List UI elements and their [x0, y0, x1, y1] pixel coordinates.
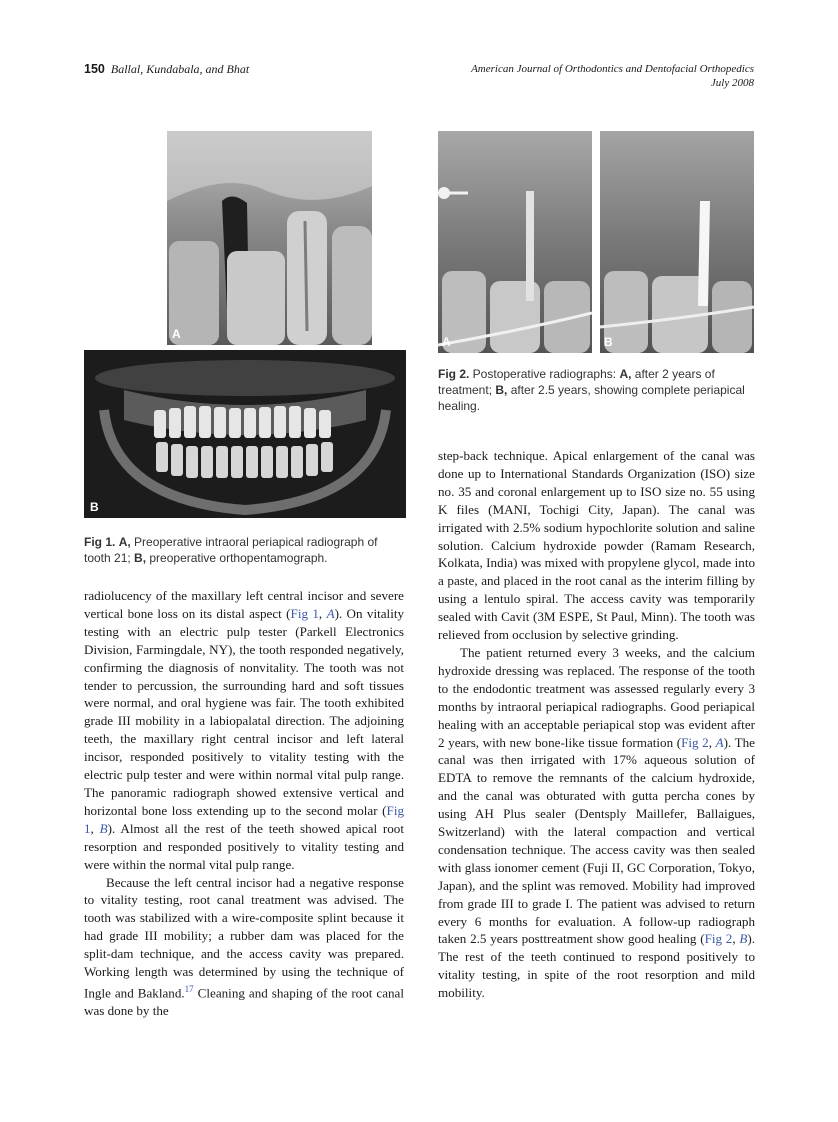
page-number: 150 — [84, 62, 105, 76]
postop-radiograph-2yr-image — [438, 131, 592, 353]
fig2-panel-b-label: B — [604, 335, 613, 349]
left-paragraph-2: Because the left central incisor had a negative response to vitality testing, root canal treatment was advised. The tooth was stabilized with a wire-composite splint because it had grade III mobility; a rubber dam was placed for the split-dam technique, and the access cavity was prepared. Working length was determined by using the technique of Ingle and Bakland.$^{17}$ Cleaning and shaping of the root canal was done by the — [84, 874, 404, 1019]
left-paragraph-1: radiolucency of the maxillary left central incisor and severe vertical bone loss on its distal aspect (Fig 1, A). On vitality testing with an electric pulp tester (Parkell Electronics Division, Farmingdale, NY), the tooth responded negatively, confirming the diagnosis of nonvitality. The tooth was not tender to percussion, the surrounding hard and soft tissues were normal, and oral hygiene was fair. The tooth exhibited grade III mobility in a labiopalatal direction. The adjoining teeth, the maxillary right central incisor and left lateral incisor, responded positively to vitality testing with the electric pulp tester and were within normal vital pulp range. The panoramic radiograph showed extensive vertical and horizontal bone loss extending up to the second molar (Fig 1, B). Almost all the rest of the teeth showed apical root resorption and responded positively to vitality testing and were within the normal vital pulp range. — [84, 588, 405, 872]
running-authors: Ballal, Kundabala, and Bhat — [110, 62, 250, 76]
fig1-panel-b-label: B — [90, 500, 99, 514]
fig2-caption-label: Fig 2. — [438, 367, 470, 381]
journal-name: American Journal of Orthodontics and Dentofacial Orthopedics — [471, 63, 754, 75]
fig2-panel-a-radiograph — [438, 131, 592, 353]
right-paragraph-1: step-back technique. Apical enlargement of the canal was done up to International Standards Organization (ISO) size no. 35 and coronal enlargement up to ISO size no. 55 using K files (MANI, Tochigi City, Japan). The canal was irrigated with 2.5% sodium hypochlorite solution and saline solution. Calcium hydroxide powder (Ramam Research, Kolkata, India) was mixed with propylene glycol, made into a paste, and placed in the root canal as the interim filling by using a lentulo spiral. The access cavity was temporarily sealed with Cavit (3M ESPE, St Paul, Minn). The tooth was relieved from occlusion by selective grinding. — [438, 448, 755, 643]
fig-reference-link[interactable]: Fig 2 — [681, 734, 709, 750]
panoramic-radiograph-image — [84, 350, 406, 518]
fig-reference-link[interactable]: Fig 1 — [84, 802, 404, 836]
fig2-panel-a-label: A — [442, 335, 451, 349]
fig2-caption-a: A, — [619, 367, 632, 381]
fig2-caption-b: B, — [495, 383, 508, 397]
left-column-text — [84, 587, 404, 1020]
fig2-caption: Fig 2. Postoperative radiographs: A, after 2 years of treatment; B, after 2.5 years, showing complete periapical healing. — [438, 367, 745, 413]
fig1-caption-b: B, — [134, 551, 147, 565]
running-header-left — [84, 62, 249, 77]
fig1-panel-a-label: A — [172, 327, 181, 341]
fig1-caption-a: A, — [118, 535, 131, 549]
issue-date: July 2008 — [710, 77, 754, 89]
right-paragraph-2: The patient returned every 3 weeks, and the calcium hydroxide dressing was replaced. The response of the tooth to the endodontic treatment was assessed regularly every 3 months by intraoral periapical radiographs. Good periapical healing with an acceptable periapical stop was evident after 2 years, with new bone-like tissue formation (Fig 2, A). The canal was then irrigated with 17% aqueous solution of EDTA to remove the remnants of the calcium hydroxide, and the canal was obturated with gutta percha cones by using AH Plus sealer (Dentsply Maillefer, Ballaigues, Switzerland) with the lateral compaction and vertical condensation technique. The access cavity was then sealed with glass ionomer cement (Fuji II, GC Corporation, Tokyo, Japan), and the splint was removed. Mobility had improved from grade III to grade I. The patient was advised to return every 6 months for evaluation. A follow-up radiograph taken 2.5 years posttreatment show good healing (Fig 2, B). The rest of the teeth continued to respond positively to vitality testing, in spite of the root resorption and mild mobility. — [438, 644, 756, 1001]
running-header-right — [471, 62, 754, 90]
fig1-caption: Fig 1. A, Preoperative intraoral periapical radiograph of tooth 21; B, preoperative orthopentamograph. — [84, 535, 378, 565]
fig2-panel-b-radiograph — [600, 131, 754, 353]
postop-radiograph-2-5yr-image — [600, 131, 754, 353]
fig-reference-link[interactable]: Fig 2 — [704, 931, 733, 947]
fig1-panel-a-radiograph — [167, 131, 372, 345]
right-column-text — [438, 447, 755, 1002]
fig1-caption-label: Fig 1. — [84, 535, 116, 549]
fig1-panel-b-radiograph — [84, 350, 406, 518]
fig-reference-link[interactable]: Fig 1 — [290, 605, 319, 621]
periapical-radiograph-image — [167, 131, 372, 345]
citation-link[interactable]: 17 — [184, 983, 194, 994]
